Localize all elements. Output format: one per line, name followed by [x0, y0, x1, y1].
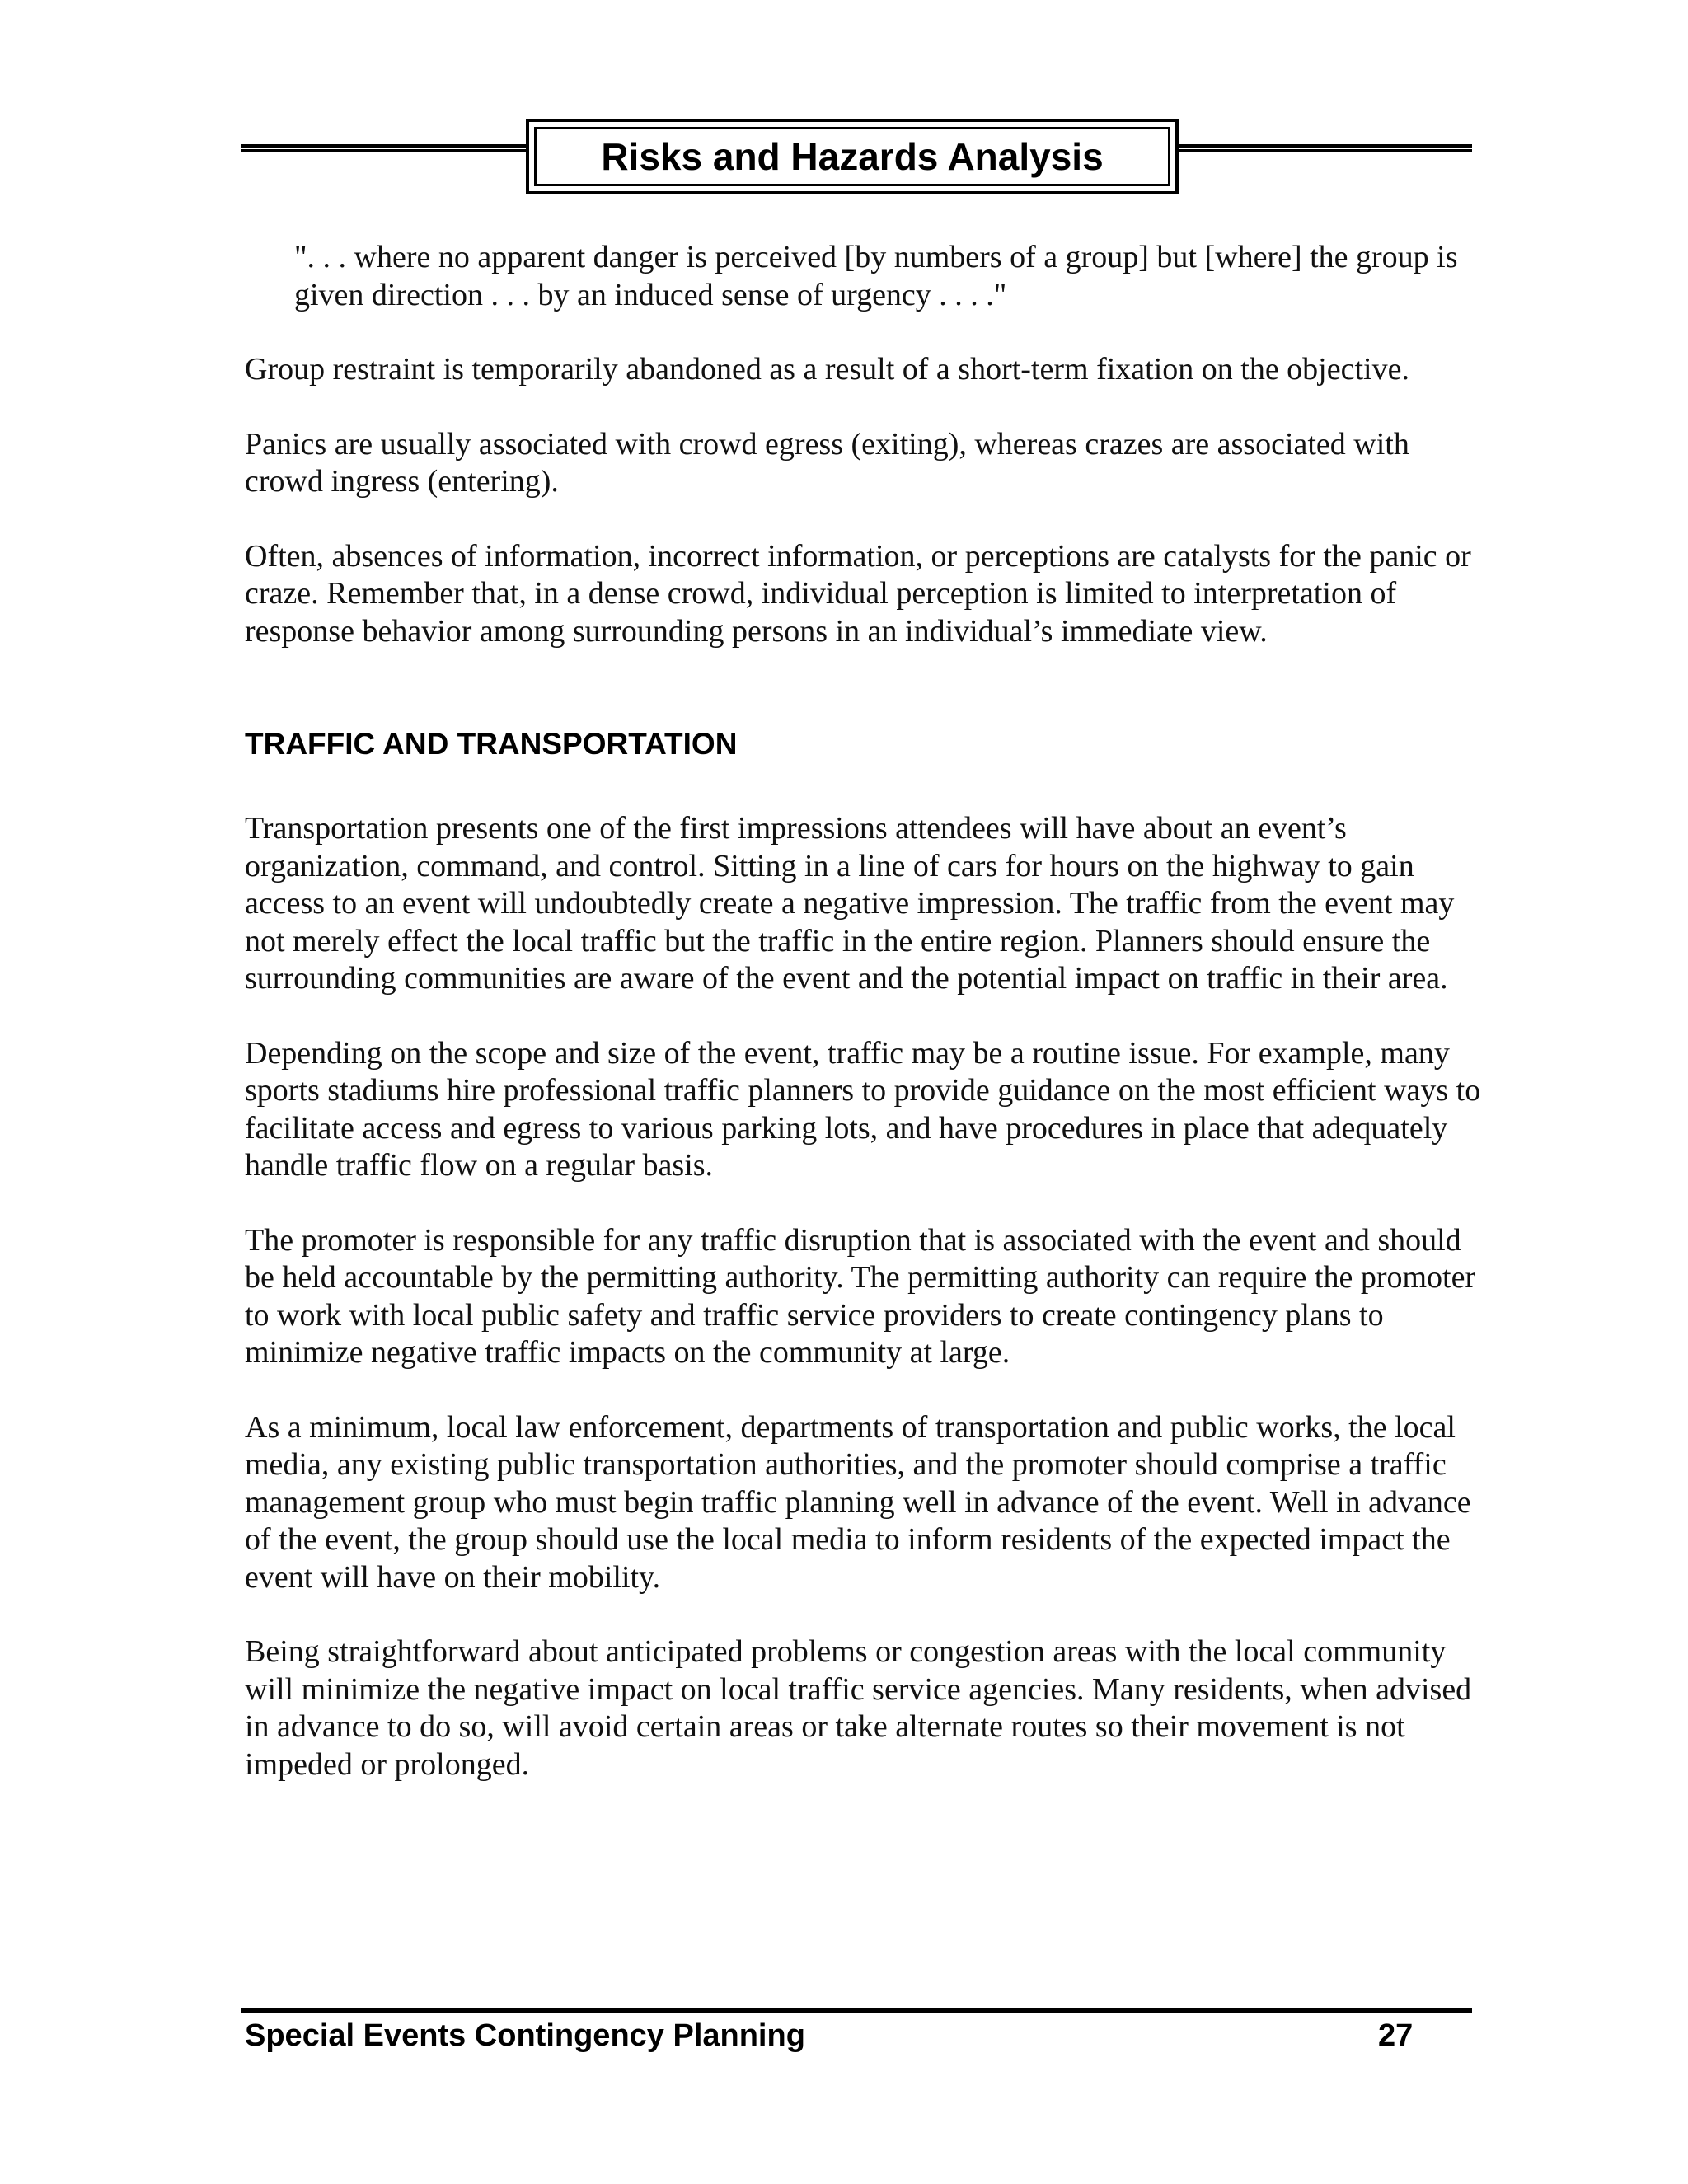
paragraph: Depending on the scope and size of the event, traffic may be a routine issue. For example, many sports stadiums hire professional traffic planners to provide guidance on the most efficient ways to facilitate access and egress to various parking lots, and have procedures in place that adequately handle traffic flow on a regular basis.: [245, 1035, 1481, 1183]
page-number: 27: [1378, 2018, 1414, 2053]
header-rule-left: [241, 144, 526, 152]
paragraph: Often, absences of information, incorrect information, or perceptions are catalysts for the panic or craze. Remember that, in a dense crowd, individual perception is limited to interpretation of response behavior among surrounding persons in an individual’s immediate view.: [245, 538, 1471, 649]
section-heading: TRAFFIC AND TRANSPORTATION: [245, 727, 738, 761]
header-title-box: [526, 119, 1179, 194]
paragraph: Being straightforward about anticipated problems or congestion areas with the local community will minimize the negative impact on local traffic service agencies. Many residents, when advised in advance to do so, will avoid certain areas or take alternate routes so their movement is not impeded or prolonged.: [245, 1634, 1472, 1782]
block-quote: ". . . where no apparent danger is perceived [by numbers of a group] but [where] the group is given direction . . . by an induced sense of urgency . . . .": [294, 240, 1458, 312]
paragraph: Panics are usually associated with crowd egress (exiting), whereas crazes are associated with crowd ingress (entering).: [245, 426, 1409, 499]
paragraph: The promoter is responsible for any traffic disruption that is associated with the event and should be held accountable by the permitting authority. The permitting authority can require the promoter to work with local public safety and traffic service providers to create contingency plans to minimize negative traffic impacts on the community at large.: [245, 1222, 1476, 1370]
footer-rule: [241, 2008, 1472, 2013]
paragraph: Transportation presents one of the first impressions attendees will have about an event’s organization, command, and control. Sitting in a line of cars for hours on the highway to gain access to an event will undoubtedly create a negative impression. The traffic from the event may not merely effect the local traffic but the traffic in the entire region. Planners should ensure the surrounding communities are aware of the event and the potential impact on traffic in their area.: [245, 811, 1455, 996]
header-rule-right: [1179, 144, 1472, 152]
page-title: Risks and Hazards Analysis: [534, 127, 1170, 186]
document-body: [245, 239, 1481, 1821]
paragraph: As a minimum, local law enforcement, departments of transportation and public works, the local media, any existing public transportation authorities, and the promoter should comprise a traffic management group who must begin traffic planning well in advance of the event. Well in advance of the event, the group should use the local media to inform residents of the expected impact the event will have on their mobility.: [245, 1409, 1471, 1595]
footer-document-title: Special Events Contingency Planning: [245, 2018, 805, 2053]
paragraph: Group restraint is temporarily abandoned as a result of a short-term fixation on the objective.: [245, 352, 1409, 387]
